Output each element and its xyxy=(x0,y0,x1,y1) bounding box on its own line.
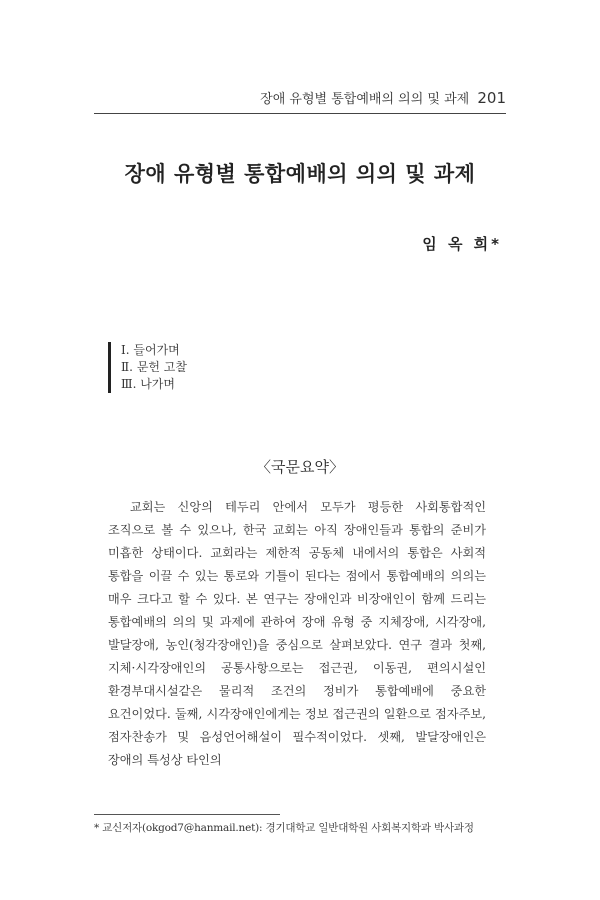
toc-numeral: Ⅰ. xyxy=(121,343,130,357)
toc-numeral: Ⅱ. xyxy=(121,360,133,374)
author-name: 임 옥 희* xyxy=(422,235,502,253)
running-head-title: 장애 유형별 통합예배의 의의 및 과제 xyxy=(260,92,470,107)
toc-item xyxy=(121,342,187,359)
paper-title: 장애 유형별 통합예배의 의의 및 과제 xyxy=(124,162,476,186)
running-head xyxy=(94,88,506,110)
toc-item xyxy=(121,376,187,393)
footnote: * 교신저자(okgod7@hanmail.net): 경기대학교 일반대학원 사회복지학과 박사과정 xyxy=(94,822,474,834)
toc-numeral: Ⅲ. xyxy=(121,377,137,391)
abstract-heading: 〈국문요약〉 xyxy=(256,458,344,476)
abstract-body: 교회는 신앙의 테두리 안에서 모두가 평등한 사회통합적인 조직으로 볼 수 있으나, 한국 교회는 아직 장애인들과 통합의 준비가 미흡한 상태이다. 교회라는 제한적 공동체 내에서의 통합은 사회적 통합을 이끌 수 있는 통로와 기틀이 된다는 점에서 통합예배의 의의는 매우 크다고 할 수 있다. 본 연구는 장애인과 비장애인이 함께 드리는 통합예배의 의의 및 과제에 관하여 장애 유형 중 지체장애, 시각장애, 발달장애, 농인(청각장애인)을 중심으로 살펴보았다. 연구 결과 첫째, 지체·시각장애인의 공통사항으로는 접근권, 이동권, 편의시설인 환경부대시설같은 물리적 조건의 정비가 통합예배에 중요한 요건이었다. 둘째, 시각장애인에게는 정보 접근권의 일환으로 점자주보, 점자찬송가 및 음성언어해설이 필수적이었다. 셋째, 발달장애인은 장애의 특성상 타인의 xyxy=(108,500,486,767)
toc-label: 문헌 고찰 xyxy=(136,360,187,374)
footnote-rule xyxy=(94,814,280,815)
toc-label: 들어가며 xyxy=(133,343,180,357)
table-of-contents xyxy=(108,342,187,393)
toc-label: 나가며 xyxy=(140,377,175,391)
page-number: 201 xyxy=(477,89,506,107)
toc-item xyxy=(121,359,187,376)
header-rule xyxy=(94,113,506,114)
